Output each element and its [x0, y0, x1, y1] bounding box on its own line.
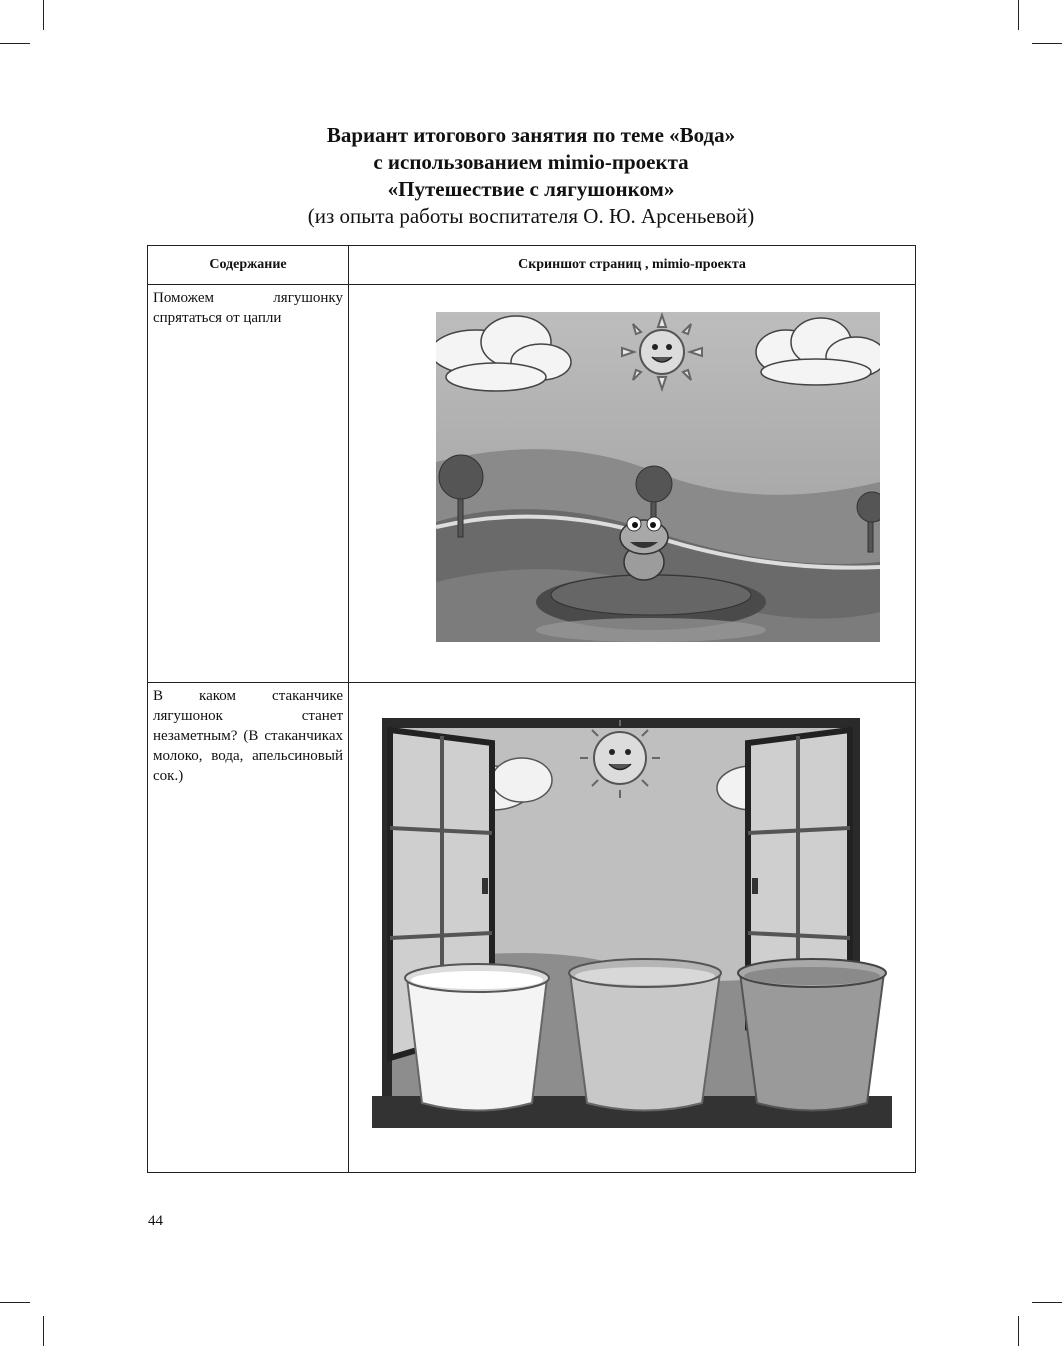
- page-number: 44: [148, 1213, 163, 1229]
- crop-mark: [43, 1316, 44, 1346]
- title-line-2: с использованием mimio-проекта: [373, 150, 689, 174]
- frog-scene-image: [436, 312, 880, 642]
- glass-milk-icon: [405, 964, 549, 1111]
- row-1-text: Поможем лягушонку спрятаться от цапли: [153, 290, 343, 326]
- sun-icon: [622, 315, 702, 389]
- crop-mark: [0, 1302, 30, 1303]
- crop-mark: [1018, 0, 1019, 30]
- frog-icon: [620, 517, 668, 580]
- crop-mark: [1032, 1302, 1062, 1303]
- title-line-3: «Путешествие с лягушонком»: [387, 177, 675, 201]
- row-2-picture-cell: [349, 683, 916, 1173]
- row-2-text-cell: [148, 683, 349, 1173]
- header-content: Содержание: [148, 246, 349, 285]
- crop-mark: [43, 0, 44, 30]
- glasses-scene-image: [372, 718, 892, 1128]
- crop-mark: [1032, 43, 1062, 44]
- page-heading: [148, 122, 914, 230]
- table-row: [148, 683, 916, 1173]
- title-line-4: (из опыта работы воспитателя О. Ю. Арсеньевой): [307, 204, 755, 228]
- row-2-text: В каком стаканчике лягушонок станет незаметным? (В стаканчиках молоко, вода, апельсиновый сок.): [153, 688, 343, 784]
- row-1-picture-cell: [349, 285, 916, 683]
- glass-water-icon: [569, 959, 721, 1111]
- crop-mark: [0, 43, 30, 44]
- table-header-row: [148, 246, 916, 285]
- title-line-1: Вариант итогового занятия по теме «Вода»: [326, 123, 736, 147]
- lesson-table: [147, 245, 916, 1173]
- table-row: [148, 285, 916, 683]
- glass-juice-icon: [738, 959, 886, 1111]
- row-1-text-cell: [148, 285, 349, 683]
- header-screenshot: Скриншот страниц , mimio-проекта: [349, 246, 916, 285]
- crop-mark: [1018, 1316, 1019, 1346]
